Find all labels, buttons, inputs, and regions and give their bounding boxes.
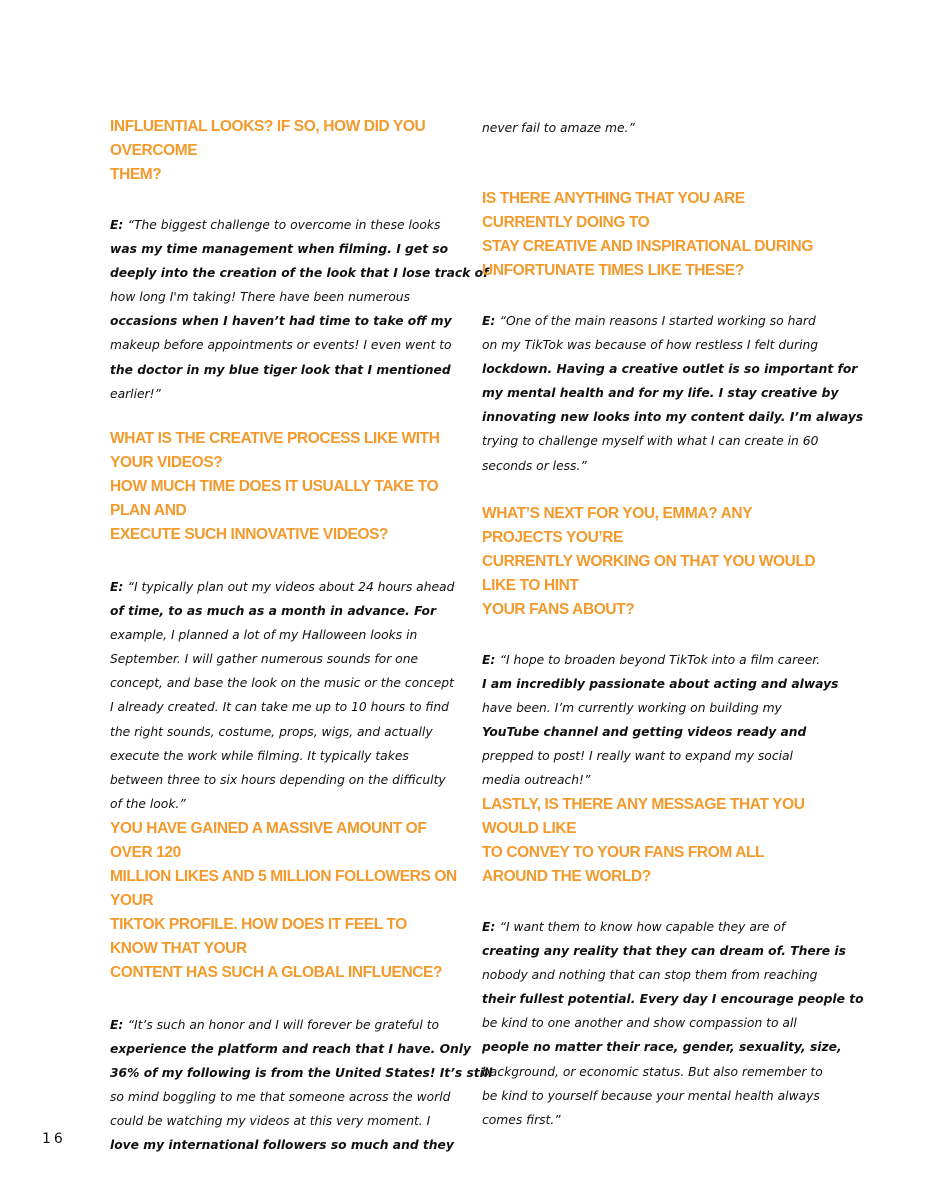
- answer-paragraph: [110, 575, 458, 816]
- answer-text: prepped to post! I really want to expand my social: [482, 749, 793, 764]
- answer-text: concept, and base the look on the music or the concept: [110, 676, 454, 691]
- answer-line: [110, 1109, 458, 1133]
- answer-line: [482, 333, 832, 357]
- emphasis-text: lockdown. Having a creative outlet is so important for: [482, 362, 858, 377]
- answer-line: [482, 672, 839, 696]
- answer-line: [482, 744, 832, 768]
- emphasis-text: E:: [482, 653, 500, 667]
- answer-text: could be watching my videos at this very moment. I: [110, 1114, 431, 1129]
- qa-creative-process: [110, 427, 458, 816]
- answer-text: trying to challenge myself with what I can create in 60: [482, 434, 819, 449]
- emphasis-text: I am incredibly passionate about acting and always: [482, 677, 839, 692]
- answer-text: “It’s such an honor and I will forever be grateful to: [127, 1018, 440, 1032]
- answer-text: nobody and nothing that can stop them from reaching: [482, 968, 818, 983]
- question-heading: INFLUENTIAL LOOKS? IF SO, HOW DID YOU OVERCOME THEM?: [110, 118, 426, 183]
- answer-text: never fail to amaze me.”: [482, 121, 635, 135]
- answer-line: [482, 116, 832, 140]
- qa-global-influence: [110, 817, 493, 1158]
- answer-line: [482, 454, 832, 478]
- answer-text: be kind to yourself because your mental health always: [482, 1088, 820, 1103]
- answer-text: “I want them to know how capable they are of: [499, 920, 786, 934]
- answer-text: makeup before appointments or events! I even went to: [110, 338, 452, 353]
- page-number: 16: [42, 1131, 66, 1147]
- answer-line: [482, 915, 832, 939]
- answer-line: [482, 381, 839, 405]
- answer-line: [110, 333, 458, 357]
- answer-text: so mind boggling to me that someone across the world: [110, 1090, 451, 1105]
- qa-whats-next: [482, 502, 839, 793]
- answer-paragraph: [482, 648, 839, 793]
- answer-text: comes first.”: [482, 1112, 561, 1127]
- answer-paragraph: [482, 915, 864, 1132]
- answer-line: [110, 1133, 458, 1157]
- emphasis-text: E:: [482, 920, 500, 934]
- emphasis-text: the doctor in my blue tiger look that I mentioned: [110, 362, 451, 377]
- answer-line: [482, 357, 858, 381]
- qa-continuation: [482, 116, 832, 140]
- answer-line: [110, 792, 458, 816]
- answer-line: [482, 987, 864, 1011]
- question-heading: WHAT IS THE CREATIVE PROCESS LIKE WITH YOUR VIDEOS? HOW MUCH TIME DOES IT USUALLY TAKE TO PLAN AND EXECUTE SUCH INNOVATIVE VIDEOS?: [110, 430, 440, 543]
- answer-line: [482, 963, 832, 987]
- emphasis-text: was my time management when filming. I get so: [110, 242, 449, 257]
- answer-line: [110, 358, 458, 382]
- answer-text: I already created. It can take me up to 10 hours to find: [110, 700, 449, 715]
- answer-text: “The biggest challenge to overcome in these looks: [127, 218, 441, 232]
- emphasis-text: my mental health and for my life. I stay creative by: [482, 386, 839, 401]
- answer-line: [110, 623, 458, 647]
- answer-paragraph: [482, 309, 864, 478]
- emphasis-text: E:: [482, 314, 500, 328]
- answer-line: [482, 1060, 832, 1084]
- answer-line: [110, 1085, 458, 1109]
- answer-paragraph: [110, 213, 489, 406]
- question-heading: YOU HAVE GAINED A MASSIVE AMOUNT OF OVER 120 MILLION LIKES AND 5 MILLION FOLLOWERS ON YOUR TIKTOK PROFILE. HOW DOES IT FEEL TO KNOW THAT YOUR CONTENT HAS SUCH A GLOBAL INFLUENCE?: [110, 820, 457, 981]
- answer-line: [110, 285, 458, 309]
- emphasis-text: deeply into the creation of the look that I lose track of: [110, 266, 489, 281]
- emphasis-text: people no matter their race, gender, sexuality, size,: [482, 1040, 842, 1055]
- answer-text: media outreach!”: [482, 773, 591, 788]
- answer-line: [110, 1061, 493, 1085]
- answer-text: background, or economic status. But also remember to: [482, 1064, 823, 1079]
- answer-text: “I typically plan out my videos about 24 hours ahead: [127, 580, 455, 594]
- emphasis-text: love my international followers so much and they: [110, 1138, 454, 1153]
- answer-text: example, I planned a lot of my Halloween looks in: [110, 628, 418, 643]
- answer-text: have been. I’m currently working on building my: [482, 701, 782, 716]
- emphasis-text: creating any reality that they can dream of. There is: [482, 944, 846, 959]
- answer-line: [110, 309, 458, 333]
- answer-line: [482, 648, 832, 672]
- answer-line: [482, 939, 846, 963]
- answer-paragraph: [110, 1013, 493, 1158]
- answer-text: how long I'm taking! There have been numerous: [110, 290, 410, 305]
- qa-influential-looks: [110, 115, 489, 406]
- answer-text: September. I will gather numerous sounds for one: [110, 652, 419, 667]
- emphasis-text: YouTube channel and getting videos ready and: [482, 725, 807, 740]
- qa-message-to-fans: [482, 793, 864, 1132]
- question-heading: IS THERE ANYTHING THAT YOU ARE CURRENTLY DOING TO STAY CREATIVE AND INSPIRATIONAL DURING UNFORTUNATE TIMES LIKE THESE?: [482, 190, 813, 279]
- question-heading: LASTLY, IS THERE ANY MESSAGE THAT YOU WOULD LIKE TO CONVEY TO YOUR FANS FROM ALL AROUND THE WORLD?: [482, 796, 805, 885]
- answer-line: [110, 237, 458, 261]
- emphasis-text: of time, to as much as a month in advance. For: [110, 604, 437, 619]
- qa-stay-creative: [482, 187, 864, 478]
- answer-line: [110, 671, 458, 695]
- answer-line: [110, 575, 458, 599]
- answer-text: execute the work while filming. It typically takes: [110, 748, 409, 763]
- answer-line: [482, 1084, 832, 1108]
- answer-text: seconds or less.”: [482, 458, 587, 473]
- answer-paragraph: [482, 116, 832, 140]
- answer-line: [482, 768, 832, 792]
- answer-line: [482, 429, 832, 453]
- answer-line: [482, 720, 832, 744]
- answer-line: [110, 647, 458, 671]
- emphasis-text: occasions when I haven’t had time to take off my: [110, 314, 452, 329]
- answer-line: [110, 599, 458, 623]
- answer-line: [482, 405, 864, 429]
- answer-line: [482, 1108, 832, 1132]
- answer-line: [110, 213, 458, 237]
- emphasis-text: 36% of my following is from the United States! It’s still: [110, 1066, 493, 1081]
- emphasis-text: E:: [110, 580, 128, 594]
- answer-text: of the look.”: [110, 796, 186, 811]
- emphasis-text: innovating new looks into my content daily. I’m always: [482, 410, 864, 425]
- answer-text: “I hope to broaden beyond TikTok into a film career.: [499, 653, 821, 667]
- answer-line: [482, 309, 832, 333]
- answer-text: on my TikTok was because of how restless I felt during: [482, 338, 819, 353]
- answer-line: [110, 1013, 458, 1037]
- answer-text: the right sounds, costume, props, wigs, and actually: [110, 724, 433, 739]
- emphasis-text: experience the platform and reach that I have. Only: [110, 1042, 472, 1057]
- answer-line: [110, 1037, 472, 1061]
- answer-line: [482, 696, 832, 720]
- question-heading: WHAT’S NEXT FOR YOU, EMMA? ANY PROJECTS YOU’RE CURRENTLY WORKING ON THAT YOU WOULD LIKE TO HINT YOUR FANS ABOUT?: [482, 505, 816, 618]
- emphasis-text: E:: [110, 218, 128, 232]
- answer-text: be kind to one another and show compassion to all: [482, 1016, 797, 1031]
- answer-line: [110, 261, 489, 285]
- answer-line: [110, 744, 458, 768]
- answer-text: “One of the main reasons I started working so hard: [499, 314, 816, 328]
- answer-line: [482, 1011, 832, 1035]
- answer-text: between three to six hours depending on the difficulty: [110, 772, 446, 787]
- answer-line: [110, 720, 458, 744]
- emphasis-text: E:: [110, 1018, 128, 1032]
- answer-text: earlier!”: [110, 386, 161, 401]
- answer-line: [110, 768, 458, 792]
- answer-line: [110, 695, 458, 719]
- answer-line: [482, 1035, 842, 1059]
- emphasis-text: their fullest potential. Every day I encourage people to: [482, 992, 864, 1007]
- answer-line: [110, 382, 458, 406]
